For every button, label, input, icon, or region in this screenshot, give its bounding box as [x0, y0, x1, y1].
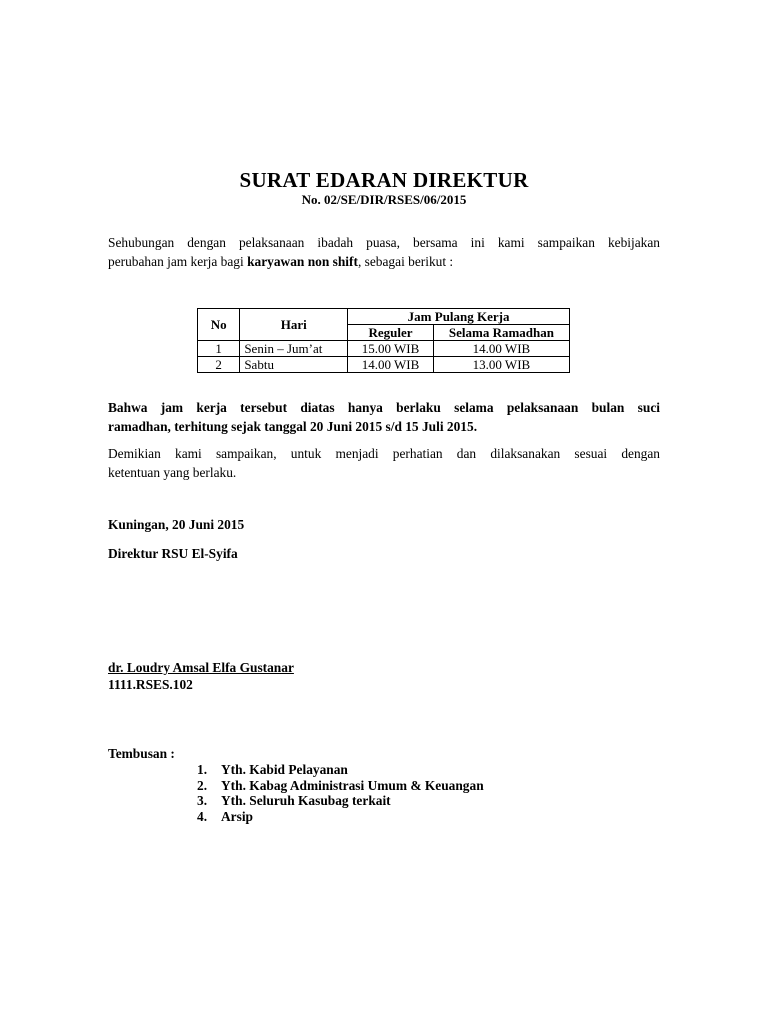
- cc-label: Tembusan :: [108, 746, 175, 761]
- list-item: [197, 762, 484, 778]
- intro-paragraph: [108, 233, 660, 271]
- header-hari: Hari: [240, 309, 348, 341]
- list-number: 3.: [197, 793, 208, 808]
- signer-name: dr. Loudry Amsal Elfa Gustanar: [108, 660, 294, 675]
- cell-ramadhan: 13.00 WIB: [433, 357, 569, 373]
- header-reguler: Reguler: [348, 325, 434, 341]
- closing-paragraph: [108, 444, 660, 482]
- cell-no: 1: [198, 341, 240, 357]
- cell-no: 2: [198, 357, 240, 373]
- work-hours-table: [197, 308, 570, 373]
- list-number: 2.: [197, 777, 208, 793]
- document-title: SURAT EDARAN DIREKTUR: [239, 168, 529, 192]
- list-text: Yth. Seluruh Kasubag terkait: [221, 793, 391, 808]
- cell-reguler: 15.00 WIB: [348, 341, 434, 357]
- intro-line-2-start: perubahan jam kerja bagi: [108, 254, 248, 269]
- list-item: [197, 778, 484, 794]
- header-jam-pulang: Jam Pulang Kerja: [348, 309, 570, 325]
- closing-line-2: ketentuan yang berlaku.: [108, 465, 237, 480]
- list-item: [197, 809, 484, 825]
- signer-id: 1111.RSES.102: [108, 677, 193, 692]
- cell-reguler: 14.00 WIB: [348, 357, 434, 373]
- cc-list: [197, 762, 484, 824]
- document-number: No. 02/SE/DIR/RSES/06/2015: [301, 192, 467, 207]
- intro-line-2-bold: karyawan non shift: [247, 254, 358, 269]
- list-text: Yth. Kabid Pelayanan: [221, 762, 348, 777]
- closing-line-1: Demikian kami sampaikan, untuk menjadi perhatian dan dilaksanakan sesuai dengan: [108, 446, 660, 461]
- table-row: [198, 357, 570, 373]
- list-number: 4.: [197, 808, 208, 824]
- list-number: 1.: [197, 762, 208, 777]
- table-header-row: [198, 309, 570, 325]
- cell-ramadhan: 14.00 WIB: [433, 341, 569, 357]
- header-ramadhan: Selama Ramadhan: [433, 325, 569, 341]
- cell-hari: Senin – Jum’at: [240, 341, 348, 357]
- list-text: Arsip: [221, 808, 253, 824]
- place-date: Kuningan, 20 Juni 2015: [108, 517, 245, 532]
- list-text: Yth. Kabag Administrasi Umum & Keuangan: [221, 777, 484, 793]
- intro-line-2-end: , sebagai berikut :: [357, 254, 454, 269]
- signer-position: Direktur RSU El-Syifa: [108, 546, 238, 561]
- cell-hari: Sabtu: [240, 357, 348, 373]
- intro-line-1: Sehubungan dengan pelaksanaan ibadah puasa, bersama ini kami sampaikan kebijakan: [108, 235, 660, 250]
- notice-line-1: Bahwa jam kerja tersebut diatas hanya berlaku selama pelaksanaan bulan suci: [108, 400, 660, 415]
- list-item: [197, 793, 484, 809]
- header-no: No: [198, 309, 240, 341]
- table-row: [198, 341, 570, 357]
- validity-notice: [108, 398, 660, 436]
- notice-line-2: ramadhan, terhitung sejak tanggal 20 Juni 2015 s/d 15 Juli 2015.: [108, 419, 478, 434]
